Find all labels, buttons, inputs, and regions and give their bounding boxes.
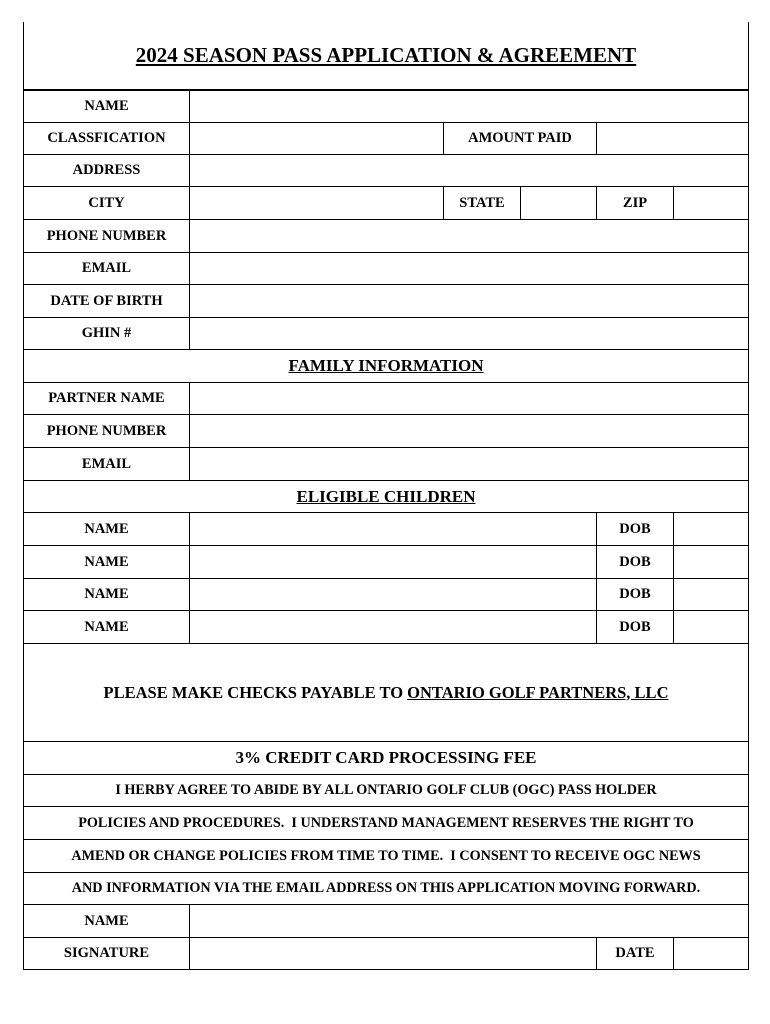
state-label: STATE xyxy=(444,187,521,219)
date-label: DATE xyxy=(597,938,674,969)
amount-paid-field[interactable] xyxy=(597,122,748,154)
child-row xyxy=(23,579,749,611)
amount-paid-label: AMOUNT PAID xyxy=(444,122,597,154)
classification-row xyxy=(23,122,749,155)
name-field[interactable] xyxy=(190,91,748,122)
agreement-line-row xyxy=(23,873,749,905)
season-pass-form xyxy=(23,22,749,969)
state-field[interactable] xyxy=(521,187,597,219)
child-dob-field[interactable] xyxy=(674,579,748,610)
classification-label: CLASSFICATION xyxy=(24,122,190,154)
child-name-label: NAME xyxy=(24,513,190,545)
checks-payable-note xyxy=(24,644,748,741)
phone-label: PHONE NUMBER xyxy=(24,220,190,252)
child-row xyxy=(23,546,749,579)
child-dob-field[interactable] xyxy=(674,546,748,578)
child-row xyxy=(23,611,749,644)
email-row xyxy=(23,253,749,285)
signature-label: SIGNATURE xyxy=(24,938,190,969)
signoff-name-label: NAME xyxy=(24,905,190,937)
family-heading-row xyxy=(23,350,749,383)
phone-row xyxy=(23,220,749,253)
ghin-label: GHIN # xyxy=(24,318,190,349)
family-email-row xyxy=(23,448,749,481)
email-field[interactable] xyxy=(190,253,748,284)
zip-field[interactable] xyxy=(674,187,748,219)
family-phone-label: PHONE NUMBER xyxy=(24,415,190,447)
dob-label: DATE OF BIRTH xyxy=(24,285,190,317)
agreement-line-row xyxy=(23,840,749,873)
address-row xyxy=(23,155,749,187)
fee-row xyxy=(23,742,749,775)
child-dob-label: DOB xyxy=(597,546,674,578)
name-row xyxy=(23,90,749,123)
zip-label: ZIP xyxy=(597,187,674,219)
form-title: 2024 SEASON PASS APPLICATION & AGREEMENT xyxy=(135,43,637,67)
child-dob-label: DOB xyxy=(597,513,674,545)
agreement-line: POLICIES AND PROCEDURES. I UNDERSTAND MANAGEMENT RESERVES THE RIGHT TO xyxy=(78,814,694,831)
partner-name-label: PARTNER NAME xyxy=(24,383,190,414)
child-name-label: NAME xyxy=(24,611,190,643)
date-field[interactable] xyxy=(674,938,748,969)
agreement-line: I HERBY AGREE TO ABIDE BY ALL ONTARIO GOLF CLUB (OGC) PASS HOLDER xyxy=(115,782,657,798)
title-row xyxy=(23,22,749,90)
partner-name-row xyxy=(23,383,749,415)
child-dob-field[interactable] xyxy=(674,611,748,643)
phone-field[interactable] xyxy=(190,220,748,252)
address-label: ADDRESS xyxy=(24,155,190,186)
child-name-label: NAME xyxy=(24,579,190,610)
children-heading: ELIGIBLE CHILDREN xyxy=(296,486,476,506)
agreement-line-row xyxy=(23,775,749,807)
signoff-name-row xyxy=(23,905,749,938)
signoff-name-field[interactable] xyxy=(190,905,748,937)
classification-field[interactable] xyxy=(190,122,444,154)
signature-field[interactable] xyxy=(190,938,597,969)
city-field[interactable] xyxy=(190,187,444,219)
checks-prefix: PLEASE MAKE CHECKS PAYABLE TO xyxy=(103,682,408,702)
child-name-field[interactable] xyxy=(190,546,597,578)
dob-row xyxy=(23,285,749,318)
checks-payable-row xyxy=(23,644,749,742)
address-field[interactable] xyxy=(190,155,748,186)
partner-name-field[interactable] xyxy=(190,383,748,414)
payee-name: ONTARIO GOLF PARTNERS, LLC xyxy=(407,682,669,702)
city-label: CITY xyxy=(24,187,190,219)
family-phone-row xyxy=(23,415,749,448)
agreement-line-row xyxy=(23,807,749,840)
children-heading-row xyxy=(23,481,749,513)
ghin-row xyxy=(23,318,749,350)
name-label: NAME xyxy=(24,91,190,122)
agreement-line: AND INFORMATION VIA THE EMAIL ADDRESS ON THIS APPLICATION MOVING FORWARD. xyxy=(71,880,701,896)
child-name-field[interactable] xyxy=(190,513,597,545)
email-label: EMAIL xyxy=(24,253,190,284)
child-dob-label: DOB xyxy=(597,579,674,610)
family-email-label: EMAIL xyxy=(24,448,190,480)
ghin-field[interactable] xyxy=(190,318,748,349)
agreement-line: AMEND OR CHANGE POLICIES FROM TIME TO TIME. I CONSENT TO RECEIVE OGC NEWS xyxy=(71,847,701,864)
family-phone-field[interactable] xyxy=(190,415,748,447)
child-dob-label: DOB xyxy=(597,611,674,643)
child-dob-field[interactable] xyxy=(674,513,748,545)
credit-card-fee-note: 3% CREDIT CARD PROCESSING FEE xyxy=(235,748,537,767)
signature-row xyxy=(23,938,749,970)
family-email-field[interactable] xyxy=(190,448,748,480)
child-name-field[interactable] xyxy=(190,611,597,643)
dob-field[interactable] xyxy=(190,285,748,317)
child-row xyxy=(23,513,749,546)
city-row xyxy=(23,187,749,220)
family-heading: FAMILY INFORMATION xyxy=(288,356,484,375)
child-name-field[interactable] xyxy=(190,579,597,610)
child-name-label: NAME xyxy=(24,546,190,578)
